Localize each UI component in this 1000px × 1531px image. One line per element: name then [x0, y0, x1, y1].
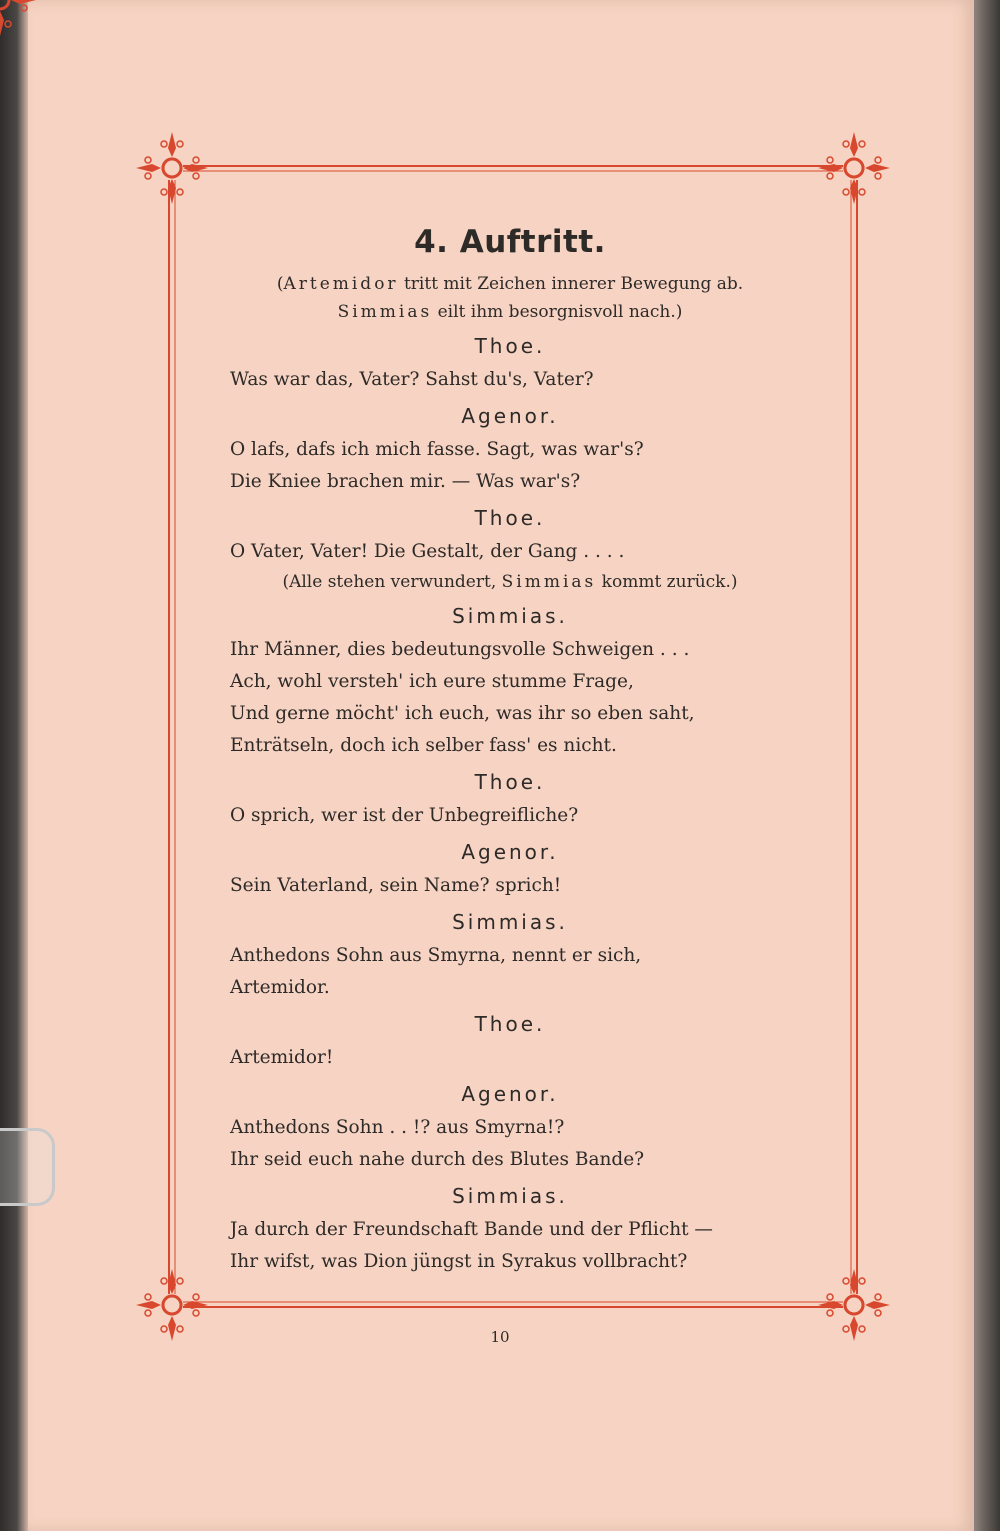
speaker-name: Thoe. [474, 506, 546, 530]
stage-direction-text: (Alle stehen verwundert, [282, 572, 502, 592]
scene-title: 4. Auftritt. [414, 224, 606, 260]
verse-line: Was war das, Vater? Sahst du's, Vater? [230, 369, 594, 390]
verse-line: Enträtseln, doch ich selber fass' es nicht. [230, 735, 617, 756]
verse-line: O sprich, wer ist der Unbegreifliche? [230, 805, 579, 826]
character-name: Artemidor [283, 274, 399, 294]
dialogue-part-2 [230, 598, 790, 1278]
verse-line: Sein Vaterland, sein Name? sprich! [230, 875, 562, 896]
character-name: Simmias [337, 302, 433, 322]
verse-line: Und gerne möcht' ich euch, was ihr so eben saht, [230, 703, 695, 724]
verse-line: O Vater, Vater! Die Gestalt, der Gang . . . . [230, 541, 625, 562]
verse-line: Ihr seid euch nahe durch des Blutes Bande? [230, 1149, 645, 1170]
stage-direction-text: kommt zurück.) [596, 572, 738, 592]
dialogue-part-1 [230, 328, 790, 568]
verse-line: Anthedons Sohn . . !? aus Smyrna!? [230, 1117, 565, 1138]
verse-line: Artemidor! [230, 1047, 334, 1068]
stage-direction-text: eilt ihm besorgnisvoll nach.) [432, 302, 683, 322]
speaker-name: Thoe. [474, 1012, 546, 1036]
verse-line: Ihr Männer, dies bedeutungsvolle Schweigen . . . [230, 639, 690, 660]
speaker-name: Simmias. [452, 604, 568, 628]
verse-line: Ihr wifst, was Dion jüngst in Syrakus vollbracht? [230, 1251, 688, 1272]
verse-line: Artemidor. [230, 977, 330, 998]
page-number: 10 [490, 1328, 510, 1346]
verse-line: Anthedons Sohn aus Smyrna, nennt er sich, [230, 945, 642, 966]
speaker-name: Agenor. [461, 1082, 559, 1106]
speaker-name: Agenor. [461, 404, 559, 428]
stage-direction-text: tritt mit Zeichen innerer Bewegung ab. [398, 274, 744, 294]
speaker-name: Thoe. [474, 334, 546, 358]
speaker-name: Thoe. [474, 770, 546, 794]
scene-text [230, 222, 790, 1278]
character-name: Simmias [501, 572, 597, 592]
verse-line: O lafs, dafs ich mich fasse. Sagt, was war's? [230, 439, 644, 460]
verse-line: Ja durch der Freundschaft Bande und der Pflicht — [230, 1219, 713, 1240]
verse-line: Ach, wohl versteh' ich eure stumme Frage, [230, 671, 634, 692]
speaker-name: Simmias. [452, 910, 568, 934]
speaker-name: Agenor. [461, 840, 559, 864]
stage-direction-exit: (Artemidor tritt mit Zeichen innerer Bewegung ab. Simmias eilt ihm besorgnisvoll nach.) [276, 274, 744, 322]
speaker-name: Simmias. [452, 1184, 568, 1208]
verse-line: Die Kniee brachen mir. — Was war's? [230, 471, 581, 492]
stage-direction-return [230, 568, 790, 596]
